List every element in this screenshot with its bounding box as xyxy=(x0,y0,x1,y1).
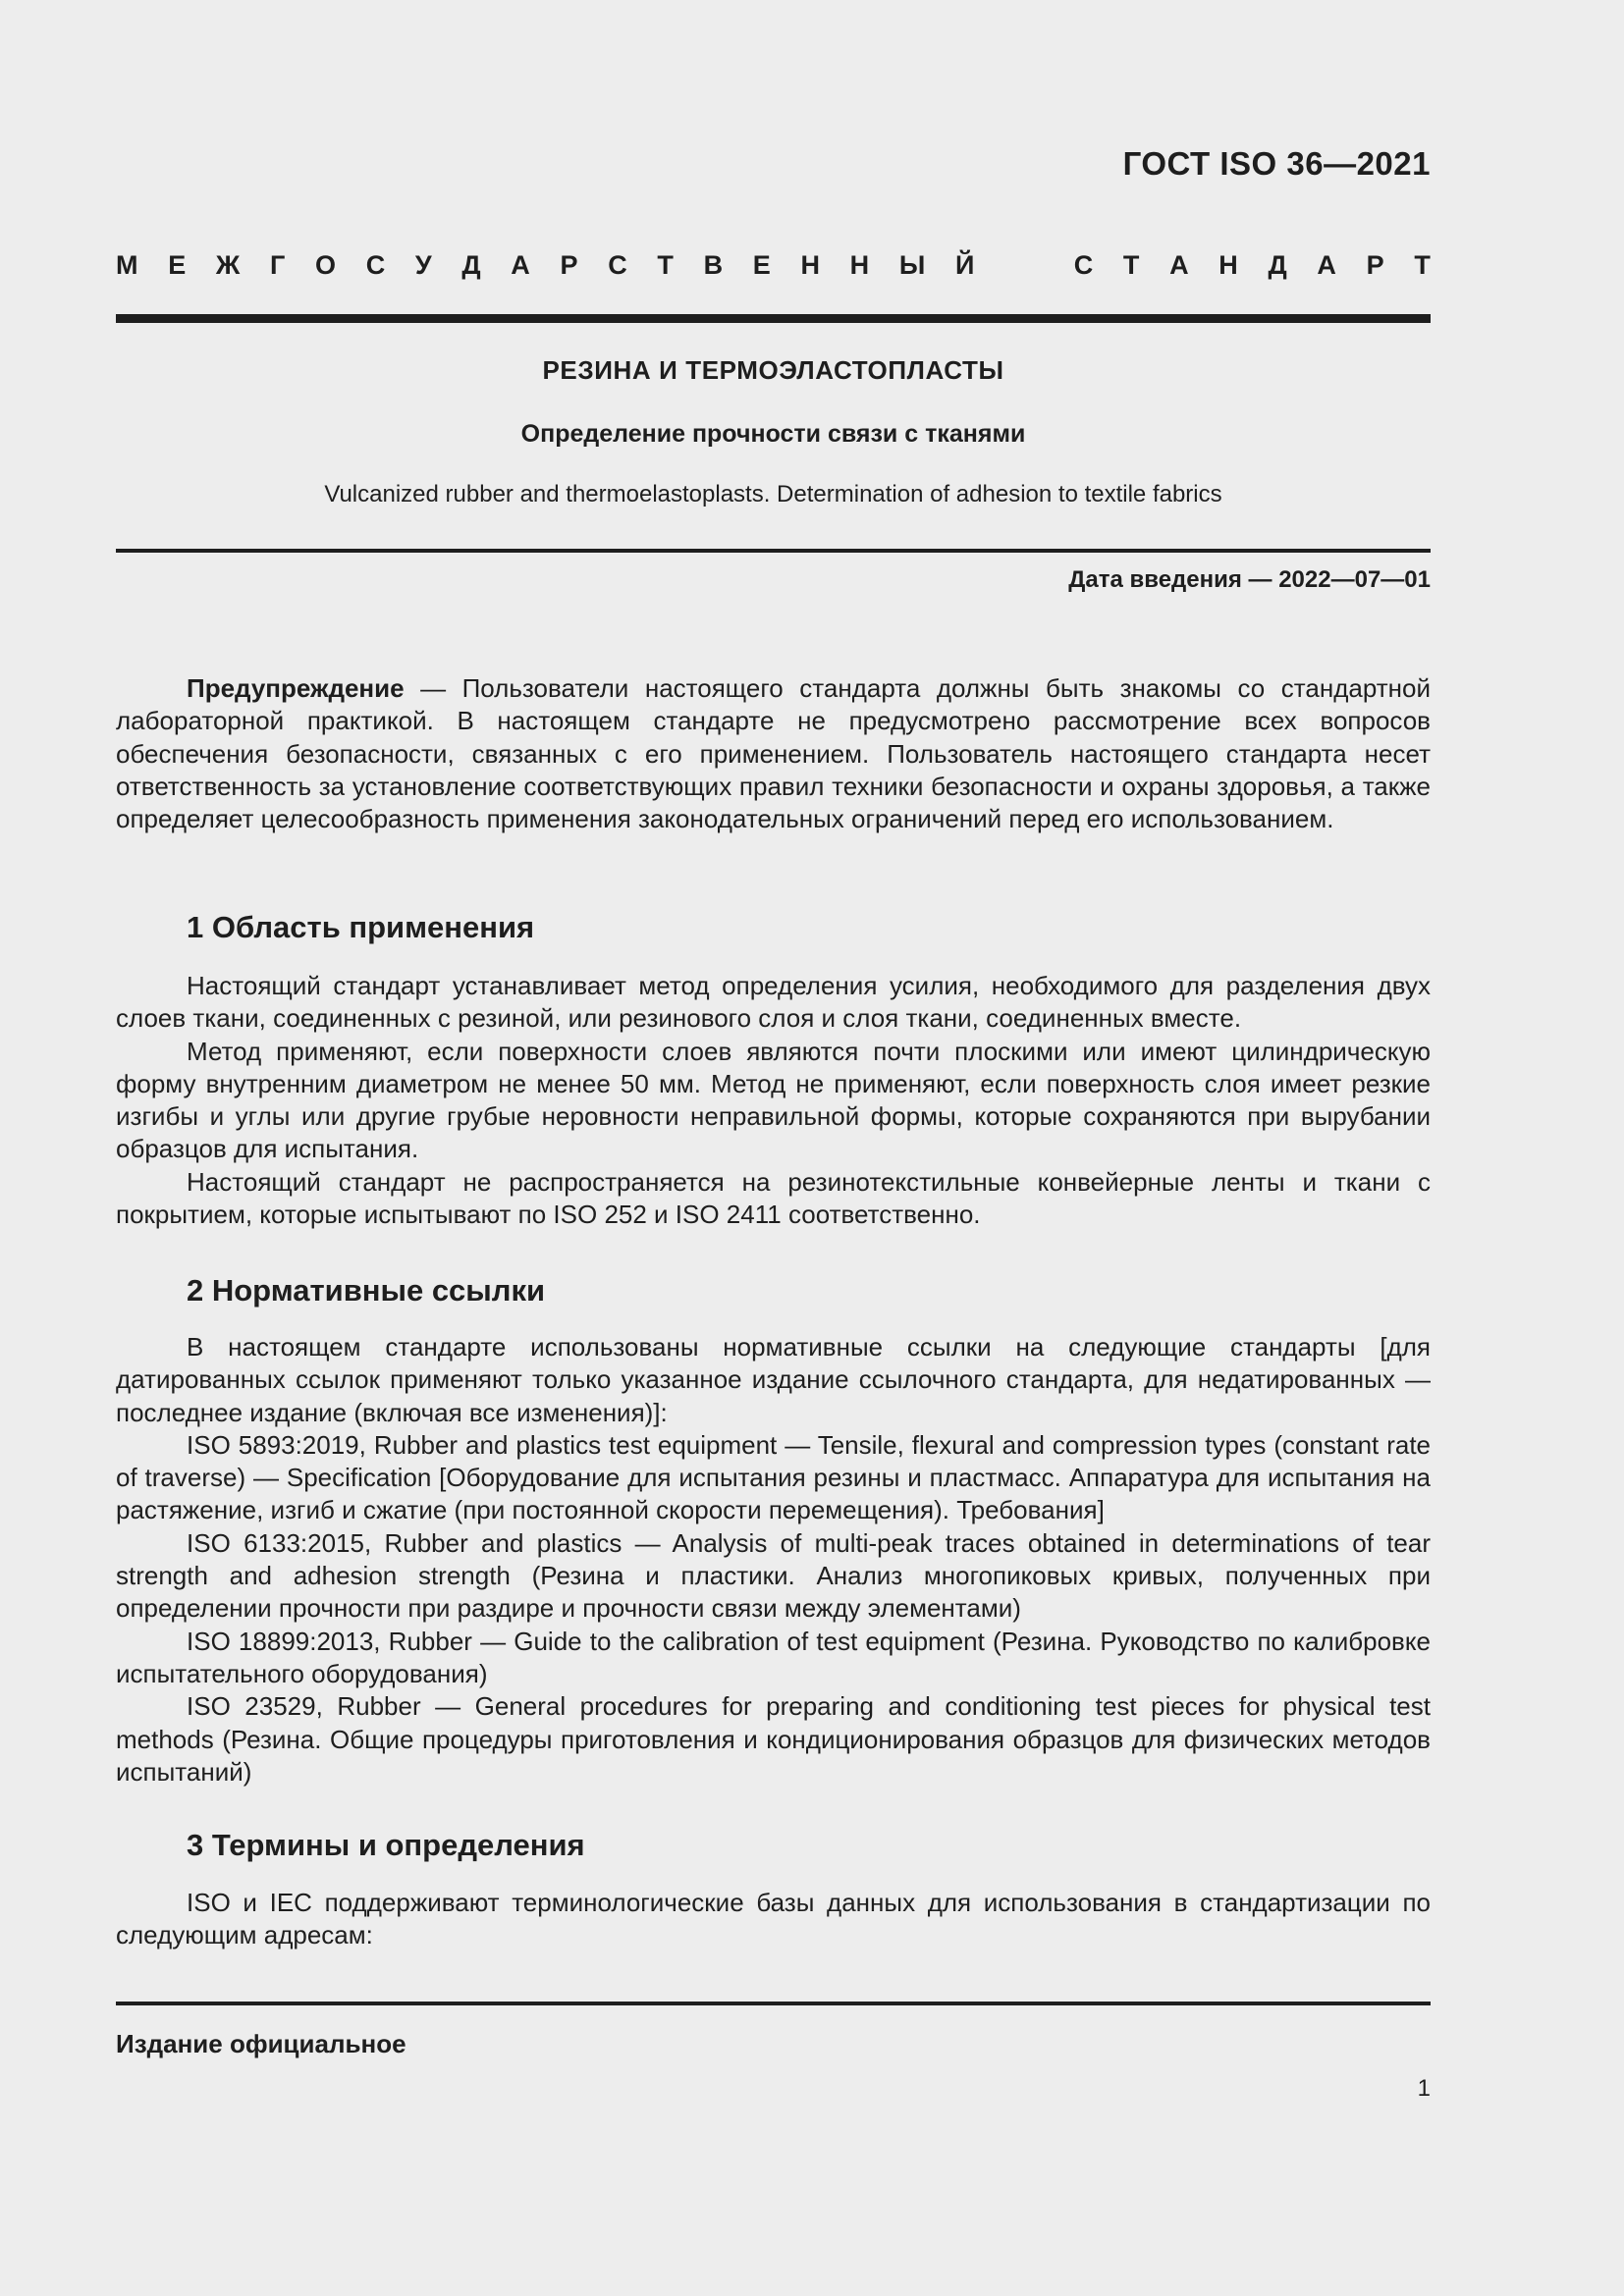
reference-item xyxy=(116,1527,1431,1626)
section-heading-terms: 3 Термины и определения xyxy=(187,1828,585,1862)
footer-divider xyxy=(116,2002,1431,2005)
banner-letter: С xyxy=(365,250,386,280)
reference-code: ISO 23529, xyxy=(187,1691,323,1722)
warning-text: — Пользователи настоящего стандарта должны быть знакомы со стандартной лабораторной практикой. В настоящем стандарте не предусмотрено рассмотрение всех вопросов обеспечения безопасности, связанных с его применением. Пользователь настоящего стандарта несет ответственность за установление соответствующих правил техники безопасности и охраны здоровья, а также определяет целесообразность применения законодательных ограничений перед его использованием. xyxy=(116,673,1431,834)
paragraph: Настоящий стандарт устанавливает метод определения усилия, необходимого для разделения двух слоев ткани, соединенных с резиной, или резинового слоя и слоя ткани, соединенных вместе. xyxy=(116,971,1431,1034)
banner-letter: Т xyxy=(657,250,674,280)
reference-item xyxy=(116,1429,1431,1527)
official-edition-label: Издание официальное xyxy=(116,2029,406,2058)
section-terms-body xyxy=(116,1887,1431,1952)
title-divider xyxy=(116,549,1431,553)
document-title-english: Vulcanized rubber and thermoelastoplasts. Determination of adhesion to textile fabrics xyxy=(324,481,1222,507)
banner-letter: Н xyxy=(1218,250,1238,280)
header-divider xyxy=(116,314,1431,323)
interstate-standard-banner xyxy=(116,250,1431,281)
banner-letter: Р xyxy=(1366,250,1384,280)
reference-text: Rubber — Guide to the calibration of test equipment (Резина. Руководство по калибровке испытательного оборудования) xyxy=(116,1626,1431,1688)
reference-text: Rubber and plastics test equipment — Tensile, flexural and compression types (constant rate of traverse) — Specification [Оборудование для испытания резины и пластмасс. Аппаратура для испытания на растяжение, изгиб и сжатие (при постоянной скорости перемещения). Требования] xyxy=(116,1429,1432,1525)
banner-letter: Д xyxy=(461,250,481,280)
banner-letter: В xyxy=(703,250,724,280)
banner-letter: А xyxy=(1317,250,1336,280)
banner-letter: А xyxy=(511,250,530,280)
banner-letter: Й xyxy=(954,250,975,280)
warning-block xyxy=(116,672,1431,835)
warning-paragraph xyxy=(116,672,1431,835)
reference-text: Rubber — General procedures for preparing and conditioning test pieces for physical test methods (Резина. Общие процедуры приготовления и кондиционирования образцов для физических методов испытаний) xyxy=(116,1691,1431,1787)
document-page xyxy=(116,0,1431,2296)
banner-letter: С xyxy=(1073,250,1094,280)
banner-letter: А xyxy=(1169,250,1189,280)
paragraph: Метод применяют, если поверхности слоев являются почти плоскими или имеют цилиндрическую форму внутренним диаметром не менее 50 мм. Метод не применяют, если поверхность слоя имеет резкие изгибы и углы или другие грубые неровности неправильной формы, которые сохраняются при вырубании образцов для испытания. xyxy=(116,1036,1431,1164)
paragraph: Настоящий стандарт не распространяется на резинотекстильные конвейерные ленты и ткани с покрытием, которые испытывают по ISO 252 и ISO 2411 соответственно. xyxy=(116,1166,1431,1230)
introduction-date: Дата введения — 2022—07—01 xyxy=(1068,566,1431,593)
paragraph: ISO и IEC поддерживают терминологические базы данных для использования в стандартизации по следующим адресам: xyxy=(116,1888,1431,1950)
banner-letter: Н xyxy=(849,250,870,280)
reference-item xyxy=(116,1626,1431,1691)
reference-item xyxy=(116,1690,1431,1789)
reference-text: Rubber and plastics — Analysis of multi-peak traces obtained in determinations of tear strength and adhesion strength (Резина и пластики. Анализ многопиковых кривых, полученных при определении прочности при раздире и прочности связи между элементами) xyxy=(116,1527,1432,1624)
banner-letter: Г xyxy=(269,250,286,280)
page-number: 1 xyxy=(1417,2075,1431,2102)
section-scope-body xyxy=(116,970,1431,1231)
document-subtitle: Определение прочности связи с тканями xyxy=(520,420,1026,448)
section-heading-scope: 1 Область применения xyxy=(187,910,535,944)
reference-code: ISO 5893:2019, xyxy=(187,1429,366,1460)
banner-letter: Т xyxy=(1414,250,1431,280)
banner-letter: Н xyxy=(800,250,820,280)
banner-letter: Т xyxy=(1122,250,1140,280)
banner-letter: Е xyxy=(752,250,771,280)
warning-label: Предупреждение xyxy=(187,673,405,703)
document-title: РЕЗИНА И ТЕРМОЭЛАСТОПЛАСТЫ xyxy=(542,355,1004,385)
banner-letter: Д xyxy=(1268,250,1287,280)
banner-letter: О xyxy=(314,250,336,280)
banner-letter: Ы xyxy=(898,250,926,280)
banner-letter: С xyxy=(608,250,627,280)
reference-code: ISO 6133:2015, xyxy=(187,1527,372,1558)
section-heading-normative-references: 2 Нормативные ссылки xyxy=(187,1273,546,1308)
standard-code: ГОСТ ISO 36—2021 xyxy=(1122,145,1431,182)
banner-letter: У xyxy=(414,250,432,280)
banner-letter: М xyxy=(116,250,138,280)
banner-letter: Е xyxy=(168,250,187,280)
paragraph: В настоящем стандарте использованы нормативные ссылки на следующие стандарты [для датированных ссылок применяют только указанное издание ссылочного стандарта, для недатированных — последнее издание (включая все изменения)]: xyxy=(116,1332,1431,1427)
banner-gap xyxy=(1004,250,1044,281)
banner-letter: Р xyxy=(560,250,578,280)
reference-code: ISO 18899:2013, xyxy=(187,1626,381,1656)
banner-letter: Ж xyxy=(215,250,241,280)
section-normative-references-body xyxy=(116,1331,1431,1789)
